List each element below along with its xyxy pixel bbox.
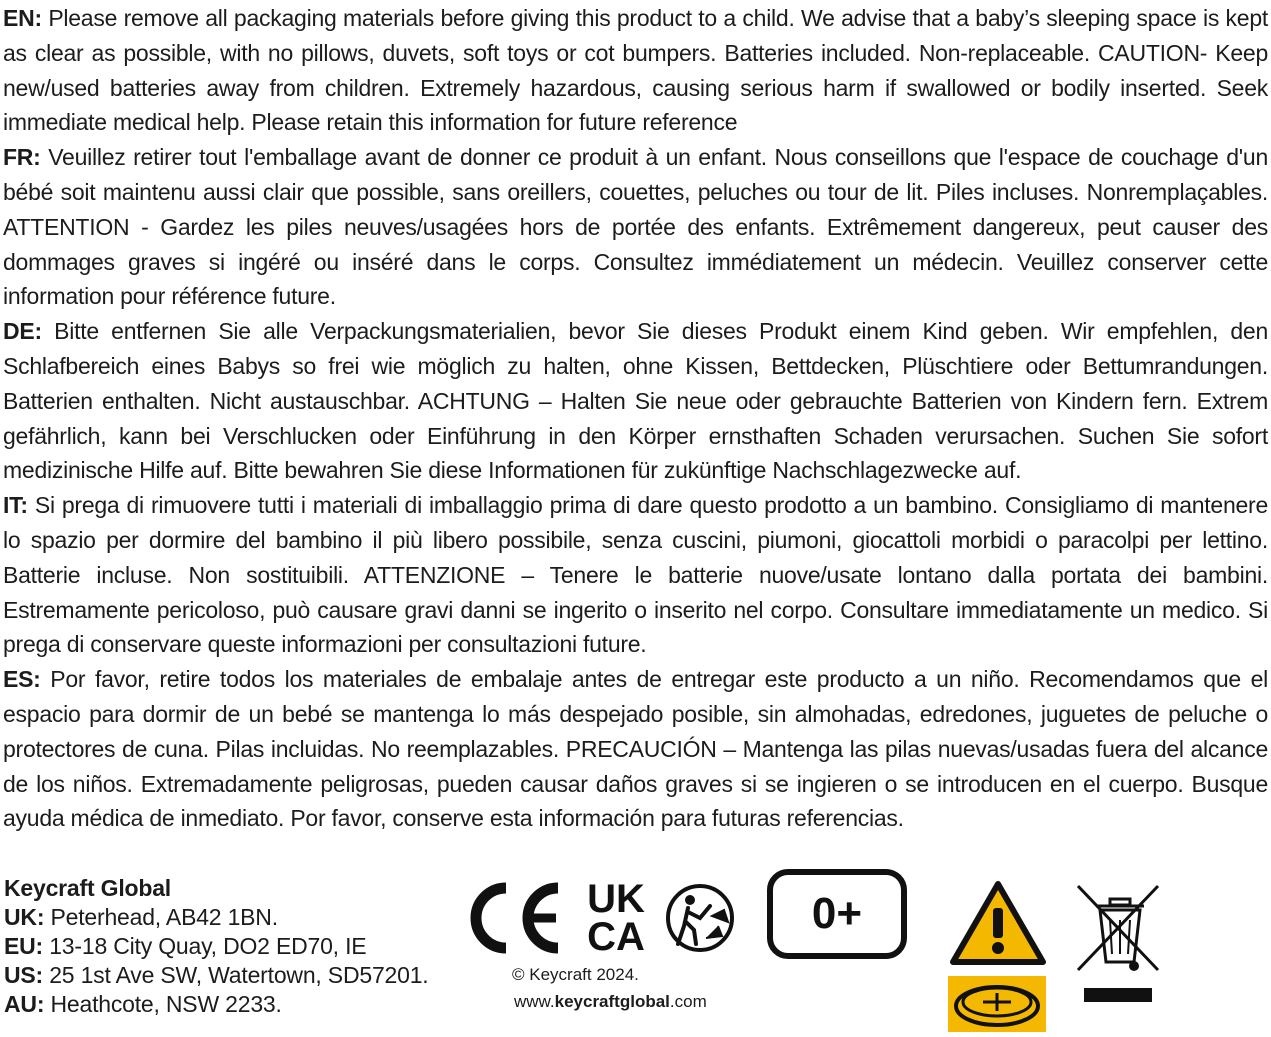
warning-it (3, 488, 1268, 662)
company-address (4, 874, 429, 1019)
address-uk (4, 903, 429, 932)
lang-code-fr: FR: (3, 144, 41, 171)
address-code-eu: EU: (4, 933, 44, 959)
age-label: 0+ (811, 889, 863, 938)
address-eu (4, 932, 429, 961)
warning-text-fr: Veuillez retirer tout l'emballage avant de donner ce produit à un enfant. Nous conseillons que l'espace de couchage d'un bébé soit maintenu aussi clair que possible, sans oreillers, couettes, peluches ou tour de lit. Piles incluses. Nonremplaçables. ATTENTION - Gardez les piles neuves/usagées hors de portée des enfants. Extrêmement dangereux, peut causer des dommages graves si ingéré ou inséré dans le corps. Consultez immédiatement un médecin. Veuillez conserver cette information pour référence future. (3, 144, 1268, 310)
warning-text-es: Por favor, retire todos los materiales de embalaje antes de entregar este producto a un niño. Recomendamos que el espacio para dormir de un bebé se mantenga lo más despejado posible, sin almohadas, edredones, juguetes de peluche o protectores de cuna. Pilas incluidas. No reemplazables. PRECAUCIÓN – Mantenga las pilas nuevas/usadas fuera del alcance de los niños. Extremadamente peligrosas, pueden causar daños graves si se ingieren o se introducen en el cuerpo. Busque ayuda médica de inmediato. Por favor, conserve esta información para futuras referencias. (3, 666, 1268, 832)
warning-text-de: Bitte entfernen Sie alle Verpackungsmaterialien, bevor Sie dieses Produkt einem Kind geben. Wir empfehlen, den Schlafbereich eines Babys so frei wie möglich zu halten, ohne Kissen, Bettdecken, Plüschtiere oder Bettumrandungen. Batterien enthalten. Nicht austauschbar. ACHTUNG – Halten Sie neue oder gebrauchte Batterien von Kindern fern. Extrem gefährlich, kann bei Verschlucken oder Einführung in den Körper ernsthaften Schaden verursachen. Suchen Sie sofort medizinische Hilfe auf. Bitte bewahren Sie diese Informationen für zukünftige Nachschlagezwecke auf. (3, 318, 1268, 484)
website-prefix: www. (514, 992, 555, 1011)
warning-en (3, 1, 1268, 140)
warning-text-en: Please remove all packaging materials before giving this product to a child. We advise that a baby’s sleeping space is kept as clear as possible, with no pillows, duvets, soft toys or cot bumpers. Batteries included. Non-replaceable. CAUTION- Keep new/used batteries away from children. Extremely hazardous, causing serious harm if swallowed or bodily inserted. Seek immediate medical help. Please retain this information for future reference (3, 5, 1268, 136)
lang-code-en: EN: (3, 5, 42, 31)
address-text-au: Heathcote, NSW 2233. (44, 991, 282, 1017)
address-us (4, 961, 429, 990)
address-code-au: AU: (4, 991, 45, 1017)
website-brand: keycraftglobal (554, 992, 670, 1011)
address-code-us: US: (4, 962, 44, 988)
ukca-top-text: UK (587, 878, 645, 921)
ukca-bottom-text: CA (587, 915, 645, 954)
address-au (4, 990, 429, 1019)
lang-code-de: DE: (3, 318, 42, 345)
warning-triangle-icon (948, 878, 1048, 968)
website-suffix: .com (669, 992, 707, 1011)
lang-code-es: ES: (3, 666, 41, 693)
warning-de (3, 314, 1268, 488)
recycling-tidyman-icon (664, 882, 744, 954)
address-text-eu: 13-18 City Quay, DO2 ED70, IE (43, 933, 367, 959)
age-0-plus-icon (766, 868, 908, 960)
safety-warnings (3, 1, 1268, 836)
lang-code-it: IT: (3, 492, 28, 519)
weee-crossed-bin-icon (1072, 882, 1164, 1008)
warning-es (3, 662, 1268, 836)
company-name: Keycraft Global (4, 875, 171, 901)
warning-text-it: Si prega di rimuovere tutti i materiali di imballaggio prima di dare questo prodotto a un bambino. Consigliamo di mantenere lo spazio per dormire del bambino il più libero possibile, senza cuscini, piumoni, giocattoli morbidi o paracolpi per lettino. Batterie incluse. Non sostituibili. ATTENZIONE – Tenere le batterie nuove/usate lontano dalla portata dei bambini. Estremamente pericoloso, può causare gravi danni se ingerito o inserito nel corpo. Consultare immediatamente un medico. Si prega di conservare queste informazioni per consultazioni future. (3, 492, 1268, 658)
ce-mark-icon (466, 882, 566, 954)
copyright-notice: © Keycraft 2024. (512, 965, 639, 984)
warning-fr (3, 140, 1268, 314)
address-text-us: 25 1st Ave SW, Watertown, SD57201. (43, 962, 429, 988)
address-code-uk: UK: (4, 904, 45, 930)
ukca-mark-icon (574, 878, 658, 954)
address-text-uk: Peterhead, AB42 1BN. (44, 904, 278, 930)
website-link[interactable] (514, 992, 707, 1012)
button-battery-icon (948, 976, 1046, 1032)
